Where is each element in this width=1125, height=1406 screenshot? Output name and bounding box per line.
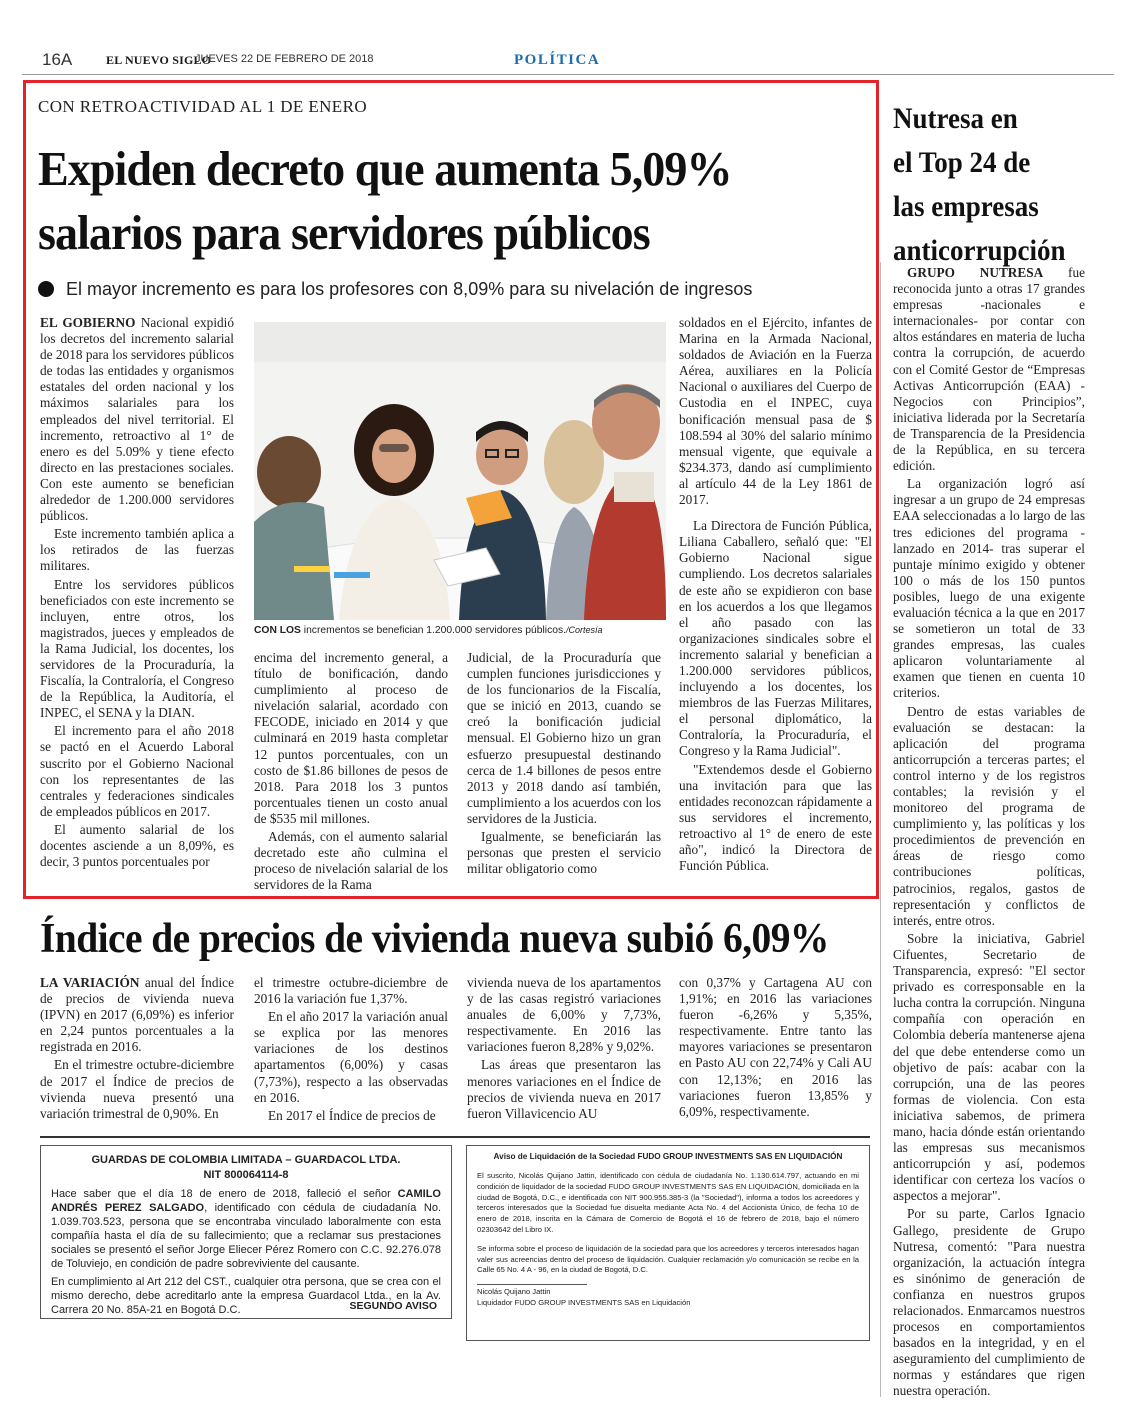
notice-nit: NIT 800064114-8 xyxy=(203,1169,289,1181)
headline-line: anticorrupción xyxy=(893,234,1066,267)
section-name: POLÍTICA xyxy=(514,52,601,68)
paragraph: el trimestre octubre-diciembre de 2016 la variación fue 1,37%. xyxy=(254,975,448,1007)
paragraph: La organización logró así ingresar a un grupo de 24 empresas EAA seleccionadas a lo largo de las tres ediciones del programa -lanzado en 2014- tras superar el puntaje mínimo exigido y obtener 100 o más de los 150 puntos posibles, luego de una exigente evaluación técnica a la que en 2017 se sometieron un total de 33 grandes empresas, las cuales aplicaron voluntariamente al examen que tienen en cuenta 10 criterios. xyxy=(893,476,1085,701)
side-article-headline xyxy=(893,97,1082,273)
page-number: 16A xyxy=(42,50,73,69)
notice-label: SEGUNDO AVISO xyxy=(349,1300,437,1312)
article-column-4 xyxy=(679,315,872,876)
photo-credit: /Cortesía xyxy=(565,625,603,635)
notice-paragraph: El suscrito, Nicolás Quijano Jattin, identificado con cédula de ciudadanía No. 1.130.614.797, actuando en mi condición de liquidador de la sociedad FUDO GROUP INVESTMENTS SAS EN LIQUIDACIÓN, domiciliada en la ciudad de Bogotá, D.C., e identificada con NIT 900.955.385-3 (la "Sociedad"), informa a todos los acreedores y terceros interesados que la Sociedad fue disuelta mediante Acta No. 4 del Accionista Único, de fecha 10 de enero de 2018, inscrita en la Cámara de Comercio de Bogotá el 16 de febrero de 2018, bajo el número 02303642 del Libro IX. xyxy=(477,1171,859,1234)
header-divider xyxy=(22,74,1114,75)
column-divider xyxy=(880,262,881,1397)
paragraph: Judicial, de la Procuraduría que cumplen funciones jurisdicciones y de los funcionarios de la Fiscalía, que se inició en 2013, cuando se creó la bonificación judicial mensual. El Gobierno hizo un gran esfuerzo presupuestal destinando cerca de 1.4 billones de pesos entre 2013 y 2018 dando así también, cumplimiento a los acuerdos con los servidores de la Justicia. xyxy=(467,650,661,826)
article-kicker: CON RETROACTIVIDAD AL 1 DE ENERO xyxy=(38,97,368,116)
legal-notice-fudo xyxy=(466,1145,870,1341)
notice-title: Aviso de Liquidación de la Sociedad FUDO GROUP INVESTMENTS SAS EN LIQUIDACIÓN xyxy=(493,1152,843,1161)
subheadline-text: El mayor incremento es para los profesores con 8,09% para su nivelación de ingresos xyxy=(66,279,753,299)
signer-role: Liquidador FUDO GROUP INVESTMENTS SAS en Liquidación xyxy=(477,1297,691,1307)
deceased-name: CAMILO ANDRÉS PEREZ SALGADO xyxy=(51,1188,441,1214)
paragraph: vivienda nueva de los apartamentos y de las casas registró variaciones anuales de 6,00% y 7,73%, respectivamente. En 2016 las variaciones fueron 8,28% y 9,02%. xyxy=(467,975,661,1055)
second-column-1 xyxy=(40,975,234,1124)
paragraph: El incremento para el año 2018 se pactó en el Acuerdo Laboral suscrito por el Gobierno Nacional con los representantes de las centrales y federaciones sindicales de empleados públicos en 2017. xyxy=(40,723,234,819)
headline-line: el Top 24 de xyxy=(893,146,1031,179)
article-column-1 xyxy=(40,315,234,872)
notice-title: GUARDAS DE COLOMBIA LIMITADA – GUARDACOL LTDA. xyxy=(91,1154,401,1166)
lead-in: LA VARIACIÓN xyxy=(40,975,140,990)
paragraph: "Extendemos desde el Gobierno una invitación para que las entidades reconozcan rápidamente a sus servidores el incremento, retroactivo al 1° de enero de este año", indicó la Directora de Función Pública. xyxy=(679,761,872,874)
paragraph: En el año 2017 la variación anual se explica por las menores variaciones de los destinos apartamentos (6,00%) y casas (7,73%), respecto a las observadas en 2016. xyxy=(254,1009,448,1105)
paragraph: Este incremento también aplica a los retirados de las fuerzas militares. xyxy=(40,526,234,574)
ads-divider xyxy=(40,1136,870,1138)
paragraph: EL GOBIERNO Nacional expidió los decretos del incremento salarial de 2018 para los servidores públicos de todas las entidades y organismos estatales del orden nacional y los máximos salariales para los empleados del nivel territorial. El incremento, retroactivo al 1° de enero es del 5.09% y tiene efecto directo en las prestaciones sociales. Con este aumento se benefician alrededor de 1.200.000 servidores públicos. xyxy=(40,315,235,524)
notice-paragraph: Hace saber que el día 18 de enero de 2018, falleció el señor CAMILO ANDRÉS PEREZ SALGADO, identificado con cédula de ciudadanía No. 1.039.703.523, persona que se encontraba vinculado laboralmente con esta compañía hasta el día de su fallecimiento; que a reclamar sus prestaciones sociales se presentó el señor Jorge Eliecer Pérez Romero con C.C. 92.276.078 de Toluviejo, en condición de padre sobreviviente del causante. xyxy=(51,1188,441,1270)
paragraph: Igualmente, se beneficiarán las personas que presten el servicio militar obligatorio como xyxy=(467,829,661,877)
second-article-headline: Índice de precios de vivienda nueva subió 6,09% xyxy=(40,916,829,962)
article-column-3 xyxy=(467,650,661,879)
article-subheadline xyxy=(38,279,752,300)
headline-line: salarios para servidores públicos xyxy=(38,205,650,260)
notice-paragraph: Se informa sobre el proceso de liquidación de la sociedad para que los acreedores y terceros interesados hagan valer sus acreencias dentro del proceso de liquidación. Cualquier reclamación y/o comunicación se recibe en la Calle 65 No. 4 A - 96, en la ciudad de Bogotá, D.C. xyxy=(477,1243,859,1275)
publication-date: JUEVES 22 DE FEBRERO DE 2018 xyxy=(195,53,374,65)
signature-line xyxy=(477,1284,587,1285)
paragraph: En el trimestre octubre-diciembre de 2017 el Índice de precios de vivienda nueva presentó una variación trimestral de 0,90%. En xyxy=(40,1057,234,1121)
paragraph: soldados en el Ejército, infantes de Marina en la Armada Nacional, soldados de Aviación en la Fuerza Aérea, auxiliares en la Policía Nacional o auxiliares del Cuerpo de Custodia en el INPEC, cuya bonificación mensual pasa de $ 108.594 al 30% del salario mínimo mensual vigente, que equivale a $234.373, dando así cumplimiento al artículo 44 de la Ley 1861 de 2017. xyxy=(679,315,872,508)
caption-text: incrementos se benefician 1.200.000 servidores públicos. xyxy=(303,625,566,636)
paragraph: Las áreas que presentaron las menores variaciones en el Índice de precios de vivienda nueva en 2017 fueron Villavicencio AU xyxy=(467,1057,661,1121)
paragraph: Entre los servidores públicos beneficiados con este incremento se incluyen, entre otros, los magistrados, jueces y empleados de la Rama Judicial, los docentes, los servidores de la Procuraduría, la Fiscalía, la Contraloría, el Congreso de la República, la Auditoría, el INPEC, el SENA y la DIAN. xyxy=(40,576,234,721)
second-column-2 xyxy=(254,975,448,1126)
side-article-body xyxy=(893,265,1085,1402)
headline-line: las empresas xyxy=(893,190,1039,223)
paragraph: Sobre la iniciativa, Gabriel Cifuentes, Secretario de Transparencia, expresó: "El sector privado es corresponsable en la lucha contra la corrupción. Ninguna compañía con operación en Colombia debería mantenerse ajena del que debe entenderse como un objetivo de país: acabar con la corrupción, una de las peores formas de violencia. Con esta iniciativa sabemos, de primera mano, hacia dónde están orientando las empresas sus mecanismos anticorrupción y así, podemos identificar con certeza los vacíos o aspectos a mejorar". xyxy=(893,930,1085,1204)
newspaper-name: EL NUEVO SIGLO xyxy=(106,53,212,67)
paragraph: con 0,37% y Cartagena AU con 1,91%; en 2016 las variaciones fueron -6,26% y 5,35%, respectivamente. Entre tanto las mayores variaciones se presentaron en Pasto AU con 22,74% y Cali AU con 12,13%; en 2016 las variaciones fueron 13,85% y 6,09%, respectivamente. xyxy=(679,975,872,1119)
paragraph: Dentro de estas variables de evaluación se destacan: la aplicación del programa anticorrupción a terceras partes; el control interno y de los registros contables; la revisión y el monitoreo del programa de cumplimiento y, las políticas y los procedimientos de prevención en áreas de riesgo como contribuciones políticas, patrocinios, regalos, gastos de representación y conflictos de interés, entre otros. xyxy=(893,703,1085,928)
photo-caption xyxy=(254,625,602,636)
paragraph: LA VARIACIÓN anual del Índice de precios de vivienda nueva (IPVN) en 2017 (6,09%) es inferior en 2,24 puntos porcentuales a la registrada en 2016. xyxy=(40,975,234,1055)
paragraph: encima del incremento general, a título de bonificación, dando cumplimiento al proceso de nivelación salarial, acordado con FECODE, iniciado en 2014 y que culminará en 2019 hasta completar 12 puntos porcentuales, con un costo de $1.86 billones de pesos de 2018. Para 2018 los 3 puntos porcentuales tienen un costo anual de $535 mil millones. xyxy=(254,650,448,826)
article-headline xyxy=(38,137,828,265)
notice-paragraph: En cumplimiento al Art 212 del CST., cualquier otra persona, que se crea con el mismo derecho, debe acreditarlo ante la empresa Guardacol Ltda., en la Av. Carrera 20 No. 85A-21 en Bogotá D.C. xyxy=(51,1276,441,1316)
legal-notice-guardacol xyxy=(40,1145,452,1319)
headline-line: Expiden decreto que aumenta 5,09% xyxy=(38,141,732,196)
paragraph: Por su parte, Carlos Ignacio Gallego, presidente de Grupo Nutresa, comentó: "Para nuestra organización, la actuación íntegra es sinónimo de generación de confianza en nuestros grupos relacionados. Enmarcamos nuestros procesos en comportamientos basados en la integridad, y en el aseguramiento del cumplimiento de normas y estándares que rigen nuestra operación. xyxy=(893,1206,1085,1399)
paragraph: En 2017 el Índice de precios de xyxy=(268,1107,436,1123)
meeting-photo-illustration xyxy=(254,322,666,620)
signer-name: Nicolás Quijano Jattin xyxy=(477,1287,551,1297)
paragraph: Además, con el aumento salarial decretado este año culmina el proceso de nivelación salarial de los servidores de la Rama xyxy=(254,829,448,893)
lead-in: EL GOBIERNO xyxy=(40,315,136,330)
page-header xyxy=(22,50,1114,76)
paragraph: El aumento salarial de los docentes asciende a un 8,09%, es decir, 3 puntos porcentuales por xyxy=(40,821,234,870)
paragraph: La Directora de Función Pública, Liliana Caballero, señaló que: "El Gobierno Nacional sigue cumpliendo. Los decretos salariales de este año se expidieron con base en los acuerdos a los que llegamos el año pasado con las organizaciones sindicales sobre el incremento salarial y benefician a 1.200.000 servidores públicos, incluyendo a los docentes, los miembros de las Fuerzas Militares, el personal diplomático, la Contraloría, la Procuraduría, el Congreso y la Rama Judicial". xyxy=(679,518,872,759)
paragraph: GRUPO NUTRESA fue reconocida junto a otras 17 grandes empresas -nacionales e internacionales- por contar con altos estándares en materia de lucha contra la corrupción, de acuerdo con el Comité Gestor de “Empresas Activas Anticorrupción (EAA) - Negocios con Principios”, iniciativa liderada por la Secretaría de Transparencia de la Presidencia de la República, en su tercera edición. xyxy=(893,265,1085,474)
second-column-4 xyxy=(679,975,872,1122)
bullet-icon xyxy=(38,281,54,297)
article-photo xyxy=(254,322,666,620)
second-column-3 xyxy=(467,975,661,1124)
lead-in: GRUPO NUTRESA xyxy=(907,265,1044,280)
article-column-2 xyxy=(254,650,448,895)
headline-line: Nutresa en xyxy=(893,102,1018,135)
caption-lead: CON LOS xyxy=(254,625,301,636)
